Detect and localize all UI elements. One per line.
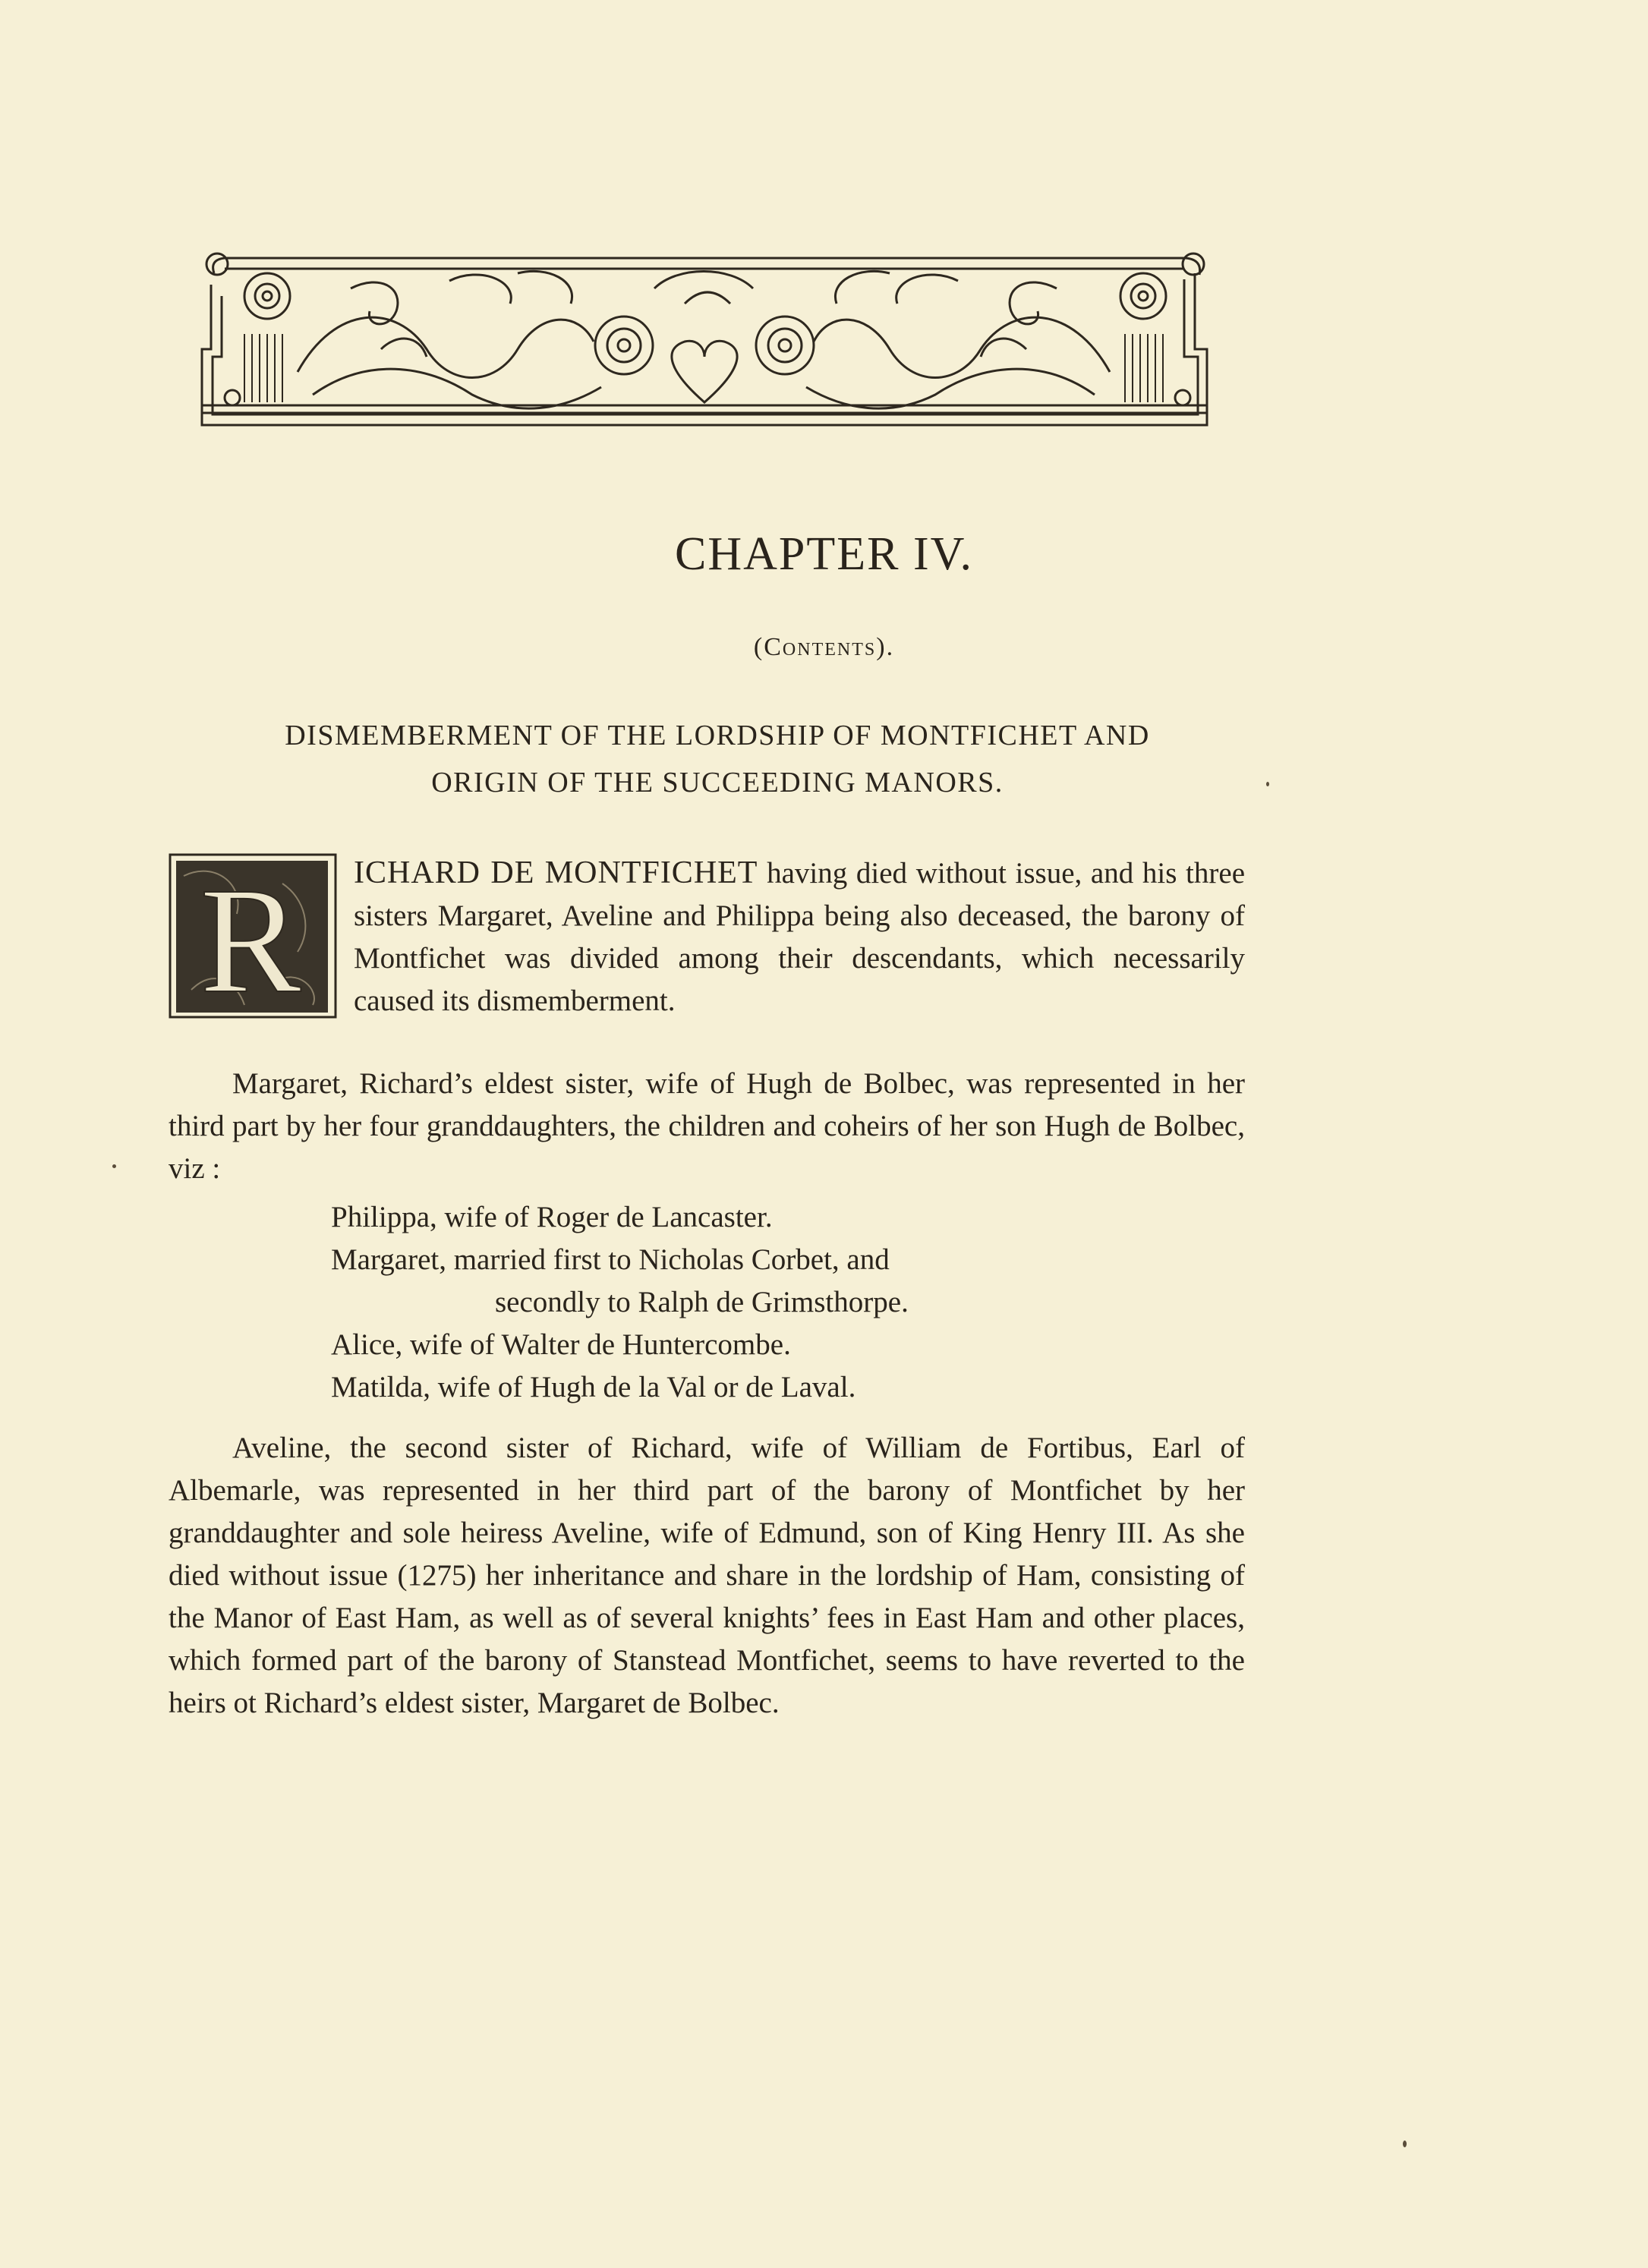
print-speck [112, 1164, 116, 1168]
paragraph-1-lead: ICHARD DE MONTFICHET [354, 855, 758, 890]
subtitle-line-2: ORIGIN OF THE SUCCEEDING MANORS. [431, 767, 1004, 799]
paragraph-1 [169, 852, 1245, 1022]
paragraph-1-text: having died without issue, and his three sisters Margaret, Aveline and Philippa being also deceased, the barony of Montfichet was divided among their descendants, which necessarily caused its dismemberment. [354, 857, 1246, 1017]
contents-label: (Contents). [753, 633, 895, 661]
drop-cap-letter: R [200, 857, 301, 1019]
list-item: Margaret, married first to Nicholas Corbet, and [331, 1243, 890, 1276]
granddaughters-list [331, 1196, 909, 1409]
subtitle-line-1: DISMEMBERMENT OF THE LORDSHIP OF MONTFICHET AND [285, 720, 1150, 751]
list-item-continuation: secondly to Ralph de Grimsthorpe. [495, 1286, 909, 1318]
list-item: Matilda, wife of Hugh de la Val or de Laval. [331, 1371, 856, 1403]
print-speck [1403, 2140, 1407, 2147]
print-speck [1266, 782, 1269, 786]
chapter-subtitle [171, 712, 1264, 806]
paragraph-3: Aveline, the second sister of Richard, wife of William de Fortibus, Earl of Albemarle, was represented in her third part of the barony of Montfichet by her granddaughter and sole heiress Aveline, wife of Edmund, son of King Henry III. As she died without issue (1275) her inheritance and share in the lordship of Ham, consisting of the Manor of East Ham, as well as of several knights’ fees in East Ham and other places, which formed part of the barony of Stanstead Montfichet, seems to have reverted to the heirs ot Richard’s eldest sister, Margaret de Bolbec. [169, 1432, 1245, 1719]
chapter-title: CHAPTER IV. [675, 528, 973, 580]
list-item: Alice, wife of Walter de Huntercombe. [331, 1328, 791, 1361]
paragraph-2: Margaret, Richard’s eldest sister, wife of Hugh de Bolbec, was represented in her third part by her four granddaughters, the children and coheirs of her son Hugh de Bolbec, viz : [169, 1067, 1245, 1185]
ornamental-headpiece [199, 243, 1210, 430]
drop-cap [169, 853, 337, 1019]
list-item: Philippa, wife of Roger de Lancaster. [331, 1201, 773, 1233]
